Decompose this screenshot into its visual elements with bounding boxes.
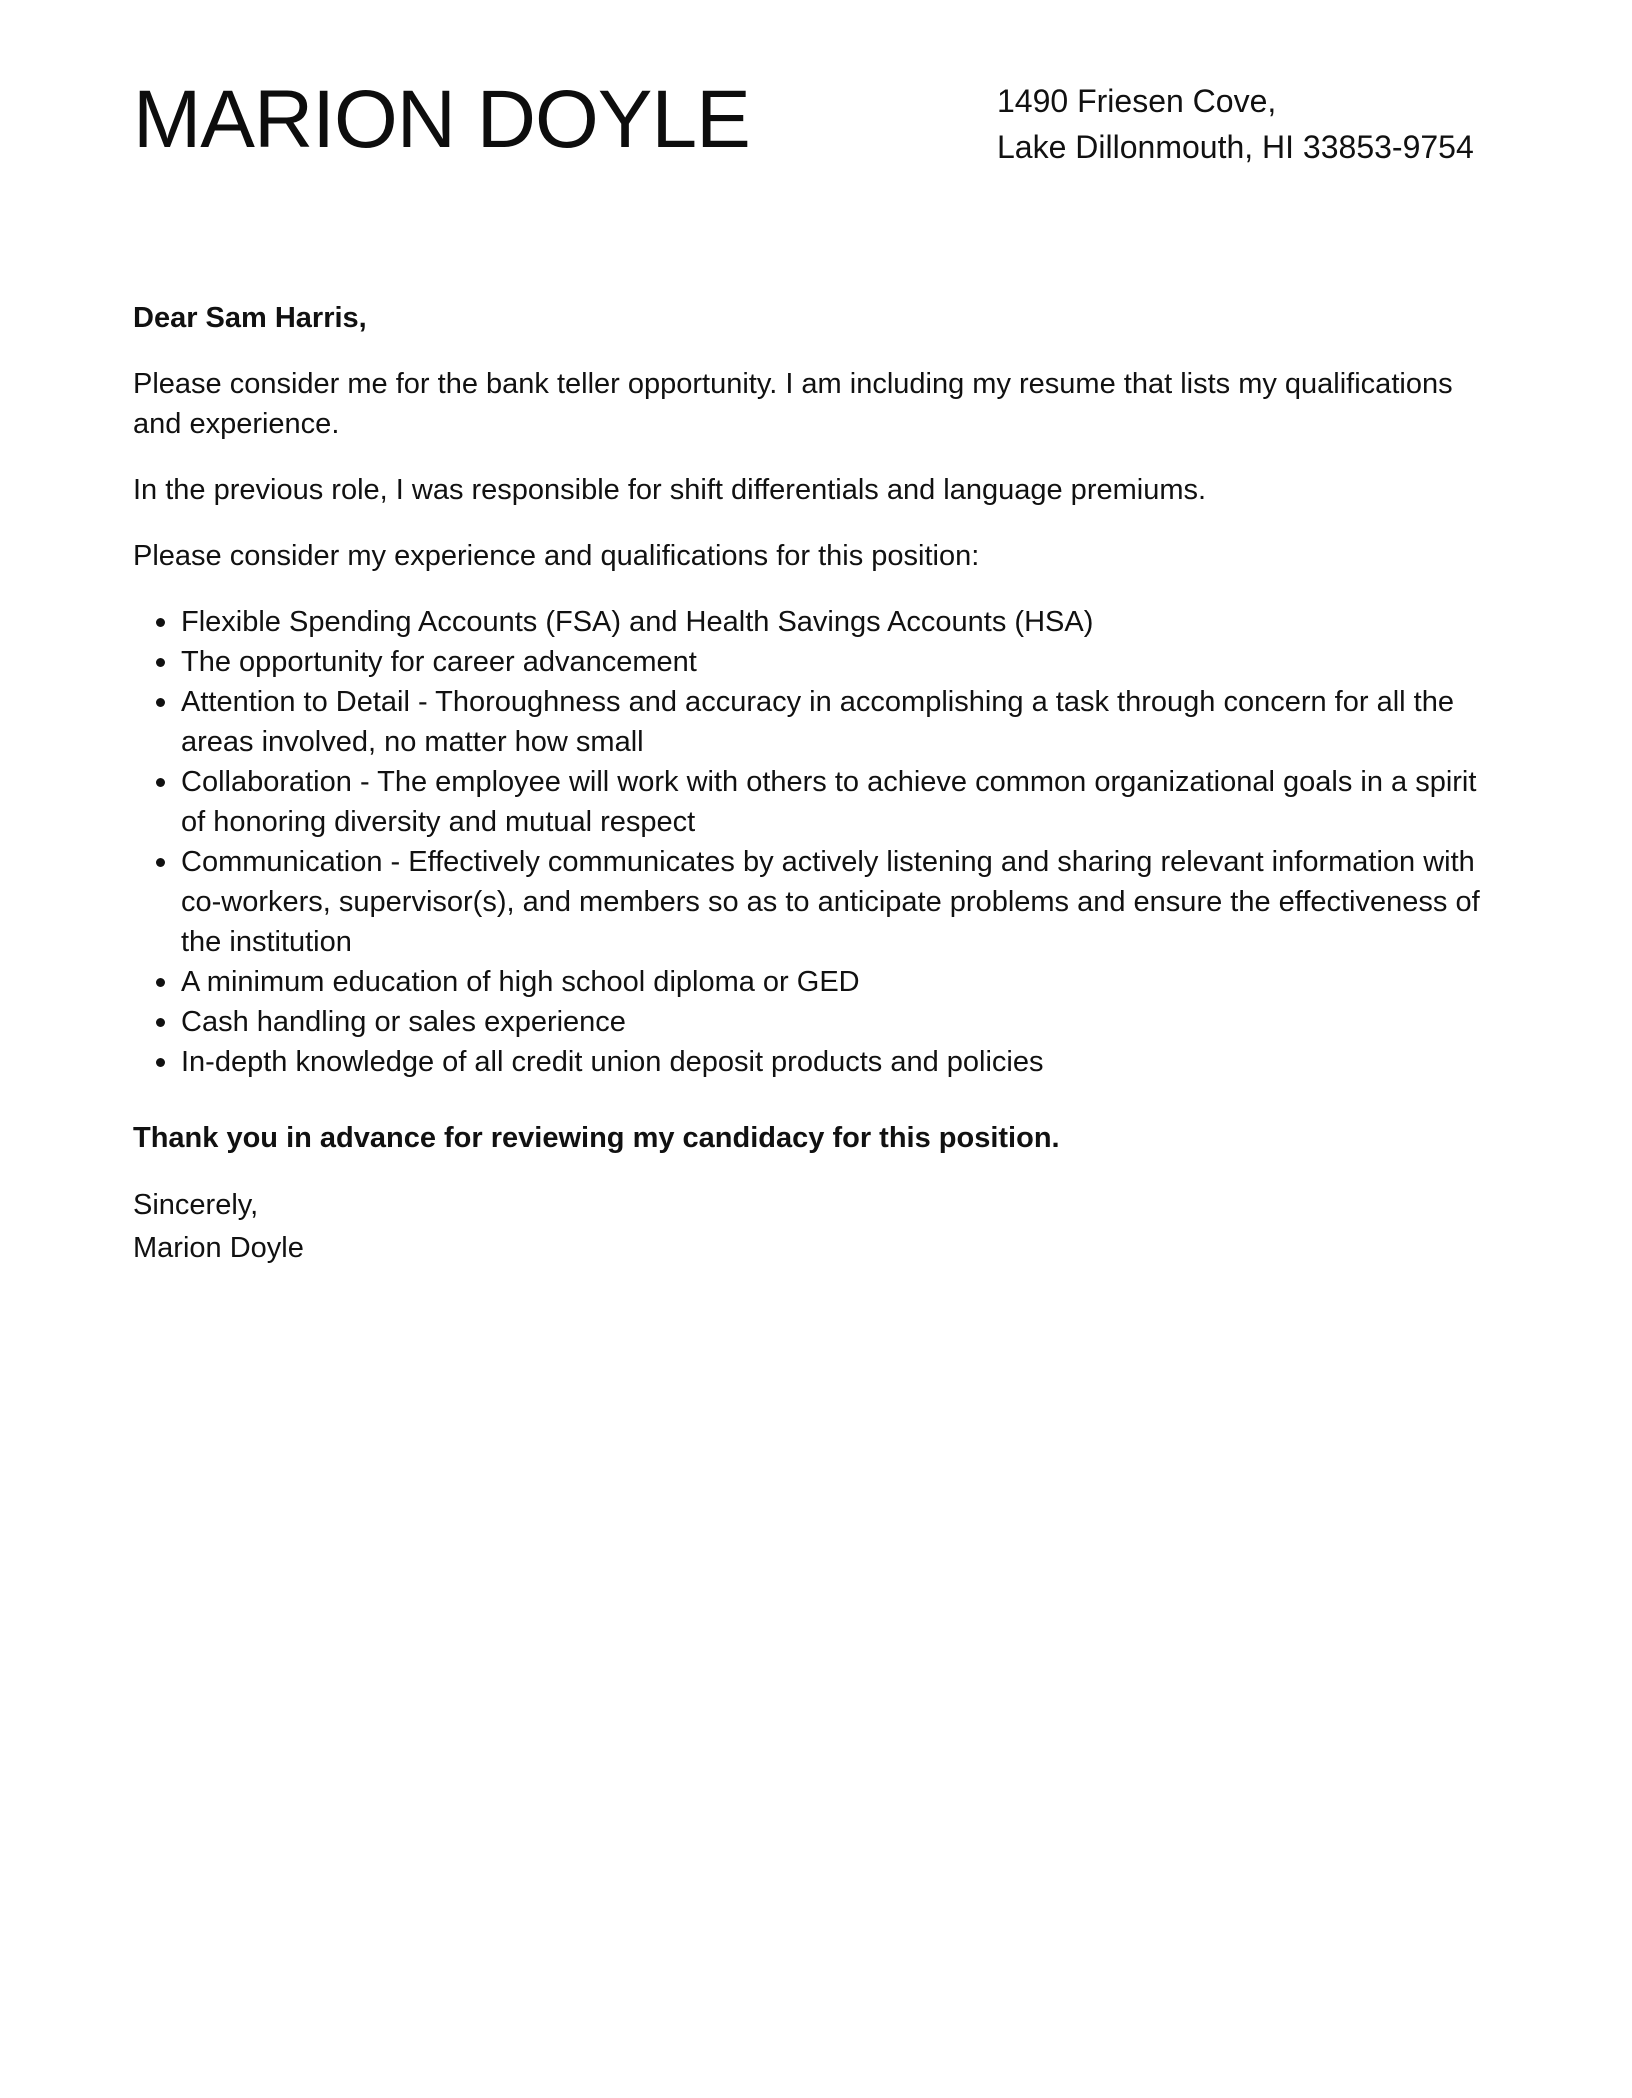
- signoff-block: [133, 1184, 1505, 1270]
- signoff: Sincerely,: [133, 1189, 259, 1221]
- list-item: In-depth knowledge of all credit union deposit products and policies: [181, 1042, 1505, 1082]
- list-item: Attention to Detail - Thoroughness and accuracy in accomplishing a task through concern for all the areas involved, no matter how small: [181, 682, 1505, 762]
- previous-role-paragraph: In the previous role, I was responsible for shift differentials and language premiums.: [133, 474, 1207, 506]
- list-item: Collaboration - The employee will work with others to achieve common organizational goals in a spirit of honoring diversity and mutual respect: [181, 762, 1505, 842]
- address-line-1: 1490 Friesen Cove,: [997, 83, 1277, 119]
- list-item: The opportunity for career advancement: [181, 642, 1505, 682]
- letter-body: [133, 298, 1505, 1270]
- closing-line: Thank you in advance for reviewing my candidacy for this position.: [133, 1122, 1060, 1154]
- list-item: Flexible Spending Accounts (FSA) and Health Savings Accounts (HSA): [181, 602, 1505, 642]
- address-line-2: Lake Dillonmouth, HI 33853-9754: [997, 129, 1474, 165]
- signature-name: Marion Doyle: [133, 1232, 304, 1264]
- salutation: Dear Sam Harris,: [133, 302, 367, 334]
- qualifications-list: [133, 602, 1505, 1082]
- list-item: Cash handling or sales experience: [181, 1002, 1505, 1042]
- intro-paragraph: Please consider me for the bank teller opportunity. I am including my resume that lists my qualifications and experience.: [133, 368, 1453, 440]
- applicant-address: [997, 78, 1474, 170]
- list-item: Communication - Effectively communicates by actively listening and sharing relevant information with co-workers, supervisor(s), and members so as to anticipate problems and ensure the effectiveness of the institution: [181, 842, 1505, 962]
- list-item: A minimum education of high school diploma or GED: [181, 962, 1505, 1002]
- qualifications-intro: Please consider my experience and qualifications for this position:: [133, 540, 980, 572]
- applicant-name: MARION DOYLE: [133, 74, 750, 165]
